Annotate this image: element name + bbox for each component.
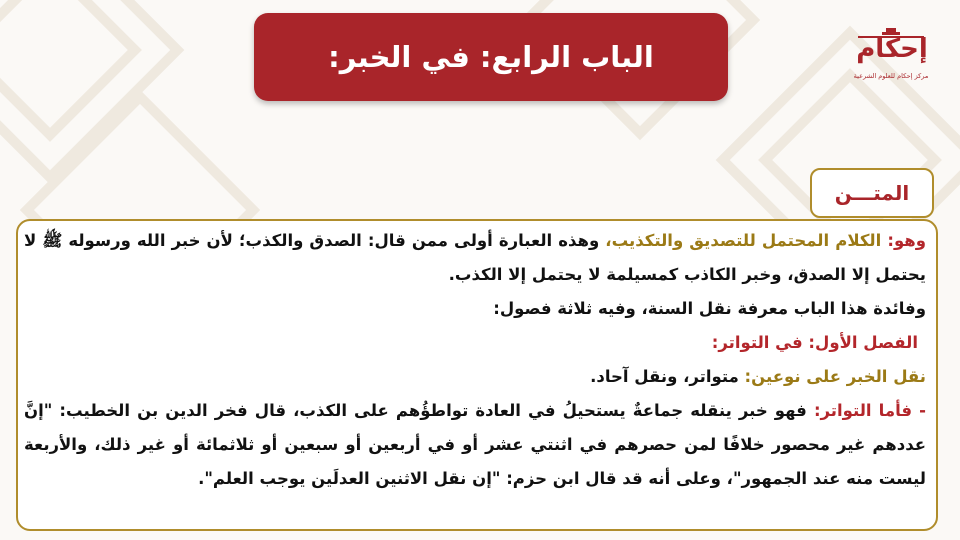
section-label-text: المتـــن (834, 181, 910, 205)
types-lead: نقل الخبر على نوعين: (744, 367, 926, 386)
tawatur-body: فهو خبر ينقله جماعةٌ يستحيلُ في العادة تواطؤُهم على الكذب، قال فخر الدين بن الخطيب: "إنَّ عددهم غير محصور خلافًا لمن حصرهم في اثنتي عشر أو في أربعين أو سبعين أو ثلاثمائة أو غير ذلك، والأربعة ليست منه عند الجمهور"، وعلى أنه قد قال ابن حزم: "إن نقل الاثنين العدلَين يوجب العلم". (24, 401, 926, 488)
section-label (810, 168, 934, 218)
paragraph-types (24, 360, 926, 394)
logo-subtitle: مركز إحكام للعلوم الشرعية (853, 72, 929, 80)
chapter-heading: الفصل الأول: في التواتر: (711, 333, 918, 352)
page-title: الباب الرابع: في الخبر: (328, 40, 654, 74)
logo-name: إحكام (856, 34, 928, 64)
paragraph-benefit: وفائدة هذا الباب معرفة نقل السنة، وفيه ثلاثة فصول: (493, 299, 926, 318)
types-body: متواتر، ونقل آحاد. (590, 367, 739, 386)
content-text (24, 224, 926, 496)
definition-term: الكلام المحتمل للتصديق والتكذيب، (605, 231, 882, 250)
title-banner (254, 13, 728, 101)
paragraph-definition (24, 224, 926, 292)
definition-lead: وهو: (887, 231, 926, 250)
paragraph-tawatur (24, 394, 926, 496)
tawatur-lead: - فأما التواتر: (813, 401, 926, 420)
definition-body: وهذه العبارة أولى ممن قال: الصدق والكذب؛ لأن خبر الله ورسوله ﷺ لا يحتمل إلا الصدق، وخبر الكاذب كمسيلمة لا يحتمل إلا الكذب. (24, 231, 926, 284)
